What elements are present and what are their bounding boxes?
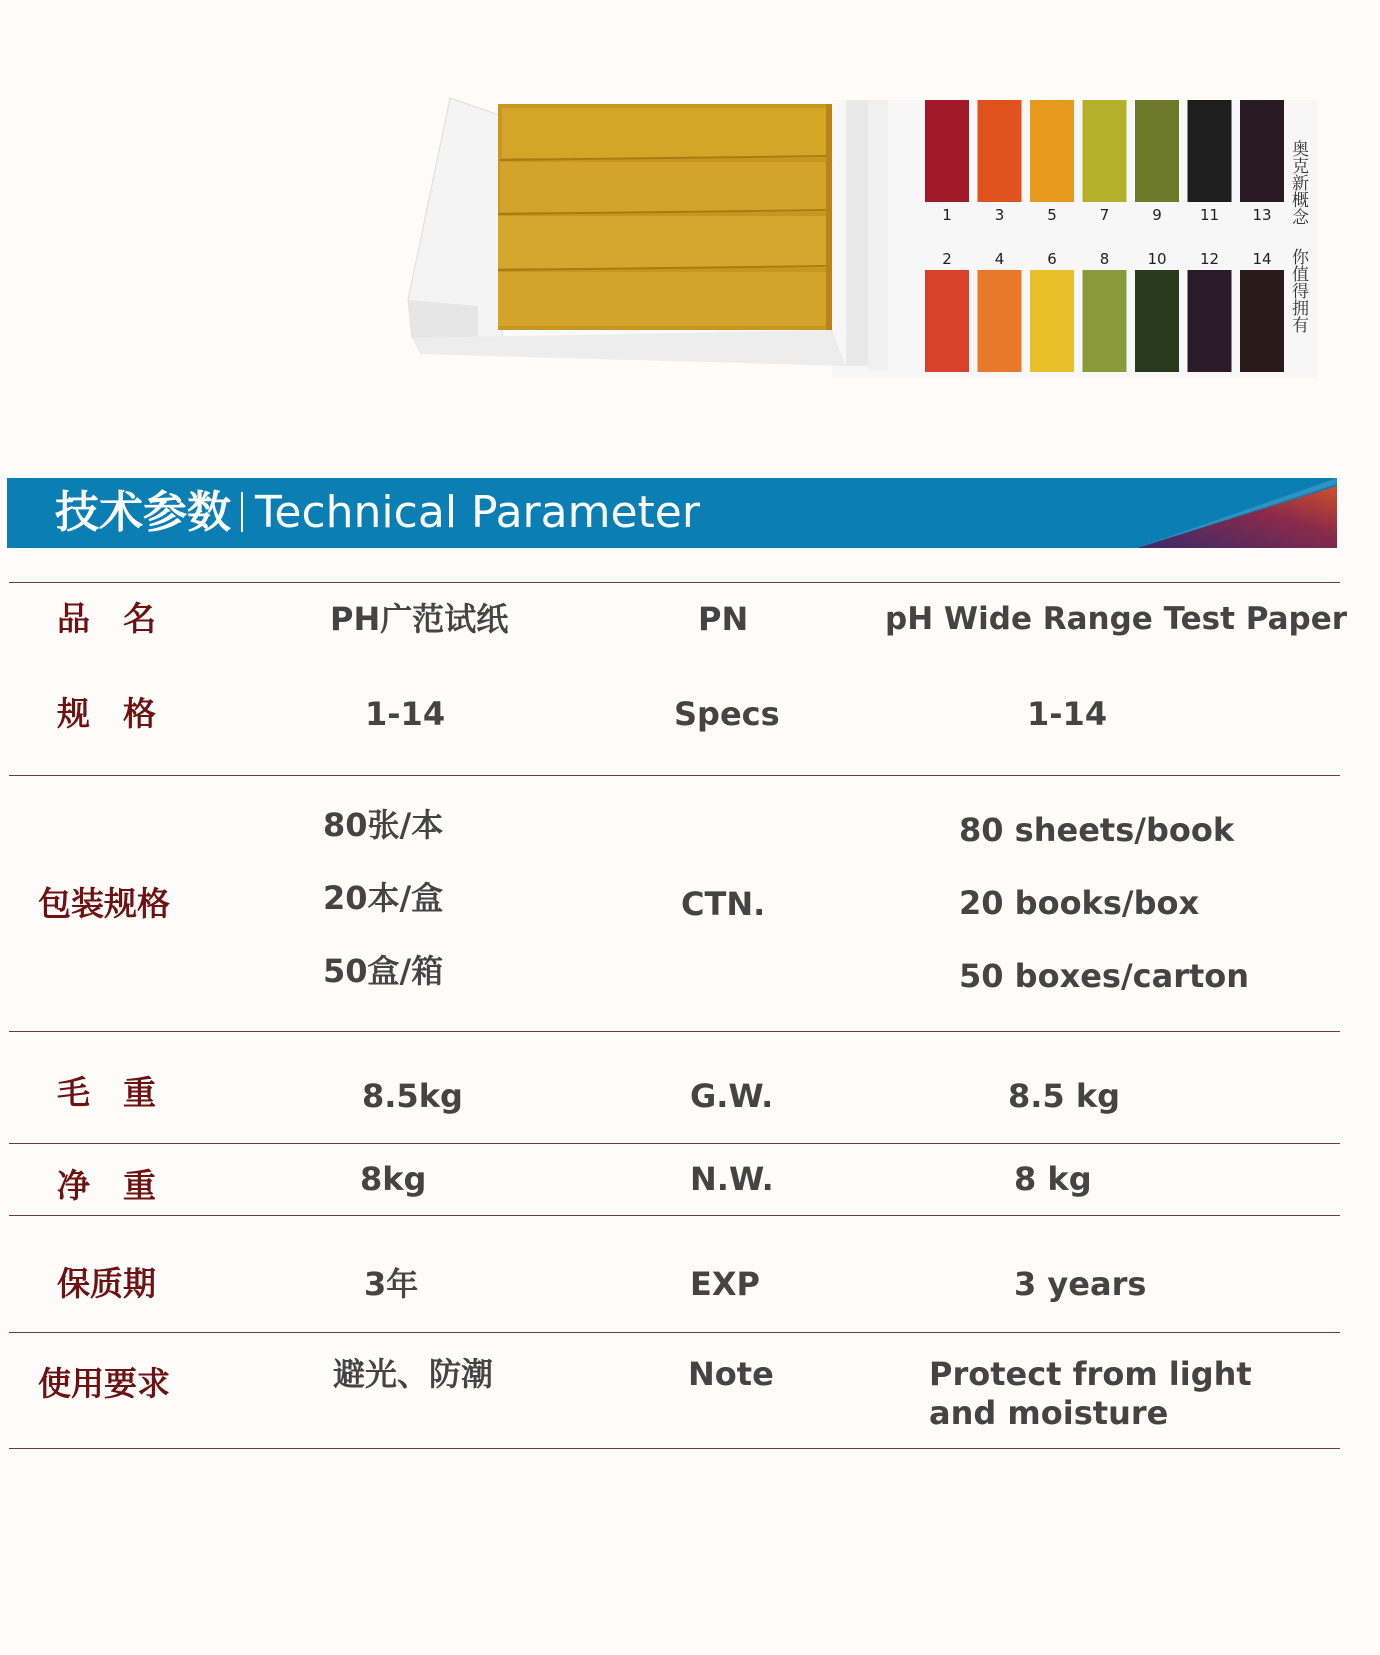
ph-swatch-top: [1083, 100, 1127, 202]
section-banner: [7, 478, 1337, 548]
abbr-usage: Note: [688, 1355, 774, 1393]
table-rule: [9, 1215, 1340, 1216]
ph-number-top: 7: [1099, 206, 1110, 224]
table-rule: [9, 1143, 1340, 1144]
row-label-specs: 规 格: [57, 694, 156, 733]
abbr-expiry: EXP: [690, 1265, 760, 1303]
table-rule: [9, 775, 1340, 776]
value-en-usage-1: Protect from light: [929, 1355, 1252, 1393]
abbr-gross-weight: G.W.: [690, 1077, 774, 1115]
ph-number-bottom: 6: [1047, 250, 1057, 268]
value-en-gross-weight: 8.5 kg: [1008, 1077, 1121, 1115]
value-en-name: pH Wide Range Test Paper: [885, 601, 1348, 637]
ph-number-top: 9: [1152, 206, 1162, 224]
row-label-name: 品 名: [57, 599, 156, 638]
ph-swatch-bottom: [1135, 270, 1179, 372]
ph-swatch-top: [1240, 100, 1284, 202]
banner-decoration: [1137, 478, 1337, 548]
brand-slogan-2: 你值得拥有: [1288, 248, 1308, 333]
value-cn-packing-2: 20本/盒: [323, 879, 444, 917]
ph-swatch-top: [925, 100, 969, 202]
ph-swatch-bottom: [1030, 270, 1074, 372]
ph-swatch-bottom: [1083, 270, 1127, 372]
ph-swatch-bottom: [978, 270, 1022, 372]
ph-number-bottom: 8: [1099, 250, 1110, 268]
section-title-en: Technical Parameter: [255, 487, 700, 538]
ph-number-bottom: 14: [1252, 250, 1272, 268]
abbr-packing: CTN.: [681, 885, 766, 923]
value-en-usage-2: and moisture: [929, 1394, 1169, 1432]
ph-swatch-bottom: [925, 270, 969, 372]
brand-slogan-1: 奥克新概念: [1288, 140, 1308, 225]
value-cn-usage: 避光、防潮: [333, 1355, 494, 1393]
value-cn-expiry: 3年: [364, 1265, 419, 1303]
ph-number-bottom: 12: [1199, 250, 1220, 268]
ph-number-top: 3: [994, 206, 1005, 224]
value-en-packing-3: 50 boxes/carton: [959, 957, 1250, 995]
row-label-gross-weight: 毛 重: [57, 1073, 156, 1112]
value-cn-name: PH广范试纸: [330, 600, 509, 638]
value-en-expiry: 3 years: [1014, 1265, 1147, 1303]
abbr-name: PN: [698, 600, 749, 638]
section-title: [55, 478, 700, 548]
test-strips: [498, 104, 836, 330]
value-cn-gross-weight: 8.5kg: [362, 1077, 463, 1115]
ph-number-top: 1: [942, 206, 952, 224]
value-en-specs: 1-14: [1027, 695, 1108, 733]
value-en-packing-1: 80 sheets/book: [959, 811, 1235, 849]
ph-swatch-top: [1188, 100, 1232, 202]
ph-number-bottom: 10: [1147, 250, 1167, 268]
abbr-net-weight: N.W.: [690, 1160, 774, 1198]
row-label-expiry: 保质期: [57, 1264, 156, 1303]
table-rule: [9, 582, 1340, 583]
ph-number-bottom: 2: [942, 250, 952, 268]
row-label-net-weight: 净 重: [57, 1166, 156, 1205]
product-photo: [0, 0, 1380, 400]
table-rule: [9, 1332, 1340, 1333]
value-cn-packing-3: 50盒/箱: [323, 952, 444, 990]
ph-swatch-top: [1030, 100, 1074, 202]
value-en-net-weight: 8 kg: [1014, 1160, 1092, 1198]
value-cn-packing-1: 80张/本: [323, 806, 444, 844]
row-label-packing: 包装规格: [38, 884, 170, 923]
title-separator: [241, 492, 243, 532]
row-label-usage: 使用要求: [38, 1364, 170, 1403]
table-rule: [9, 1031, 1340, 1032]
section-title-cn: 技术参数: [55, 487, 231, 538]
ph-swatch-bottom: [1240, 270, 1284, 372]
ph-swatch-top: [1135, 100, 1179, 202]
value-cn-specs: 1-14: [365, 695, 446, 733]
ph-swatch-top: [978, 100, 1022, 202]
ph-number-top: 13: [1252, 206, 1272, 224]
ph-number-top: 11: [1199, 206, 1220, 224]
ph-number-top: 5: [1047, 206, 1057, 224]
ph-swatch-bottom: [1188, 270, 1232, 372]
table-rule: [9, 1448, 1340, 1449]
value-en-packing-2: 20 books/box: [959, 884, 1200, 922]
abbr-specs: Specs: [674, 695, 780, 733]
value-cn-net-weight: 8kg: [360, 1160, 427, 1198]
ph-number-bottom: 4: [994, 250, 1005, 268]
